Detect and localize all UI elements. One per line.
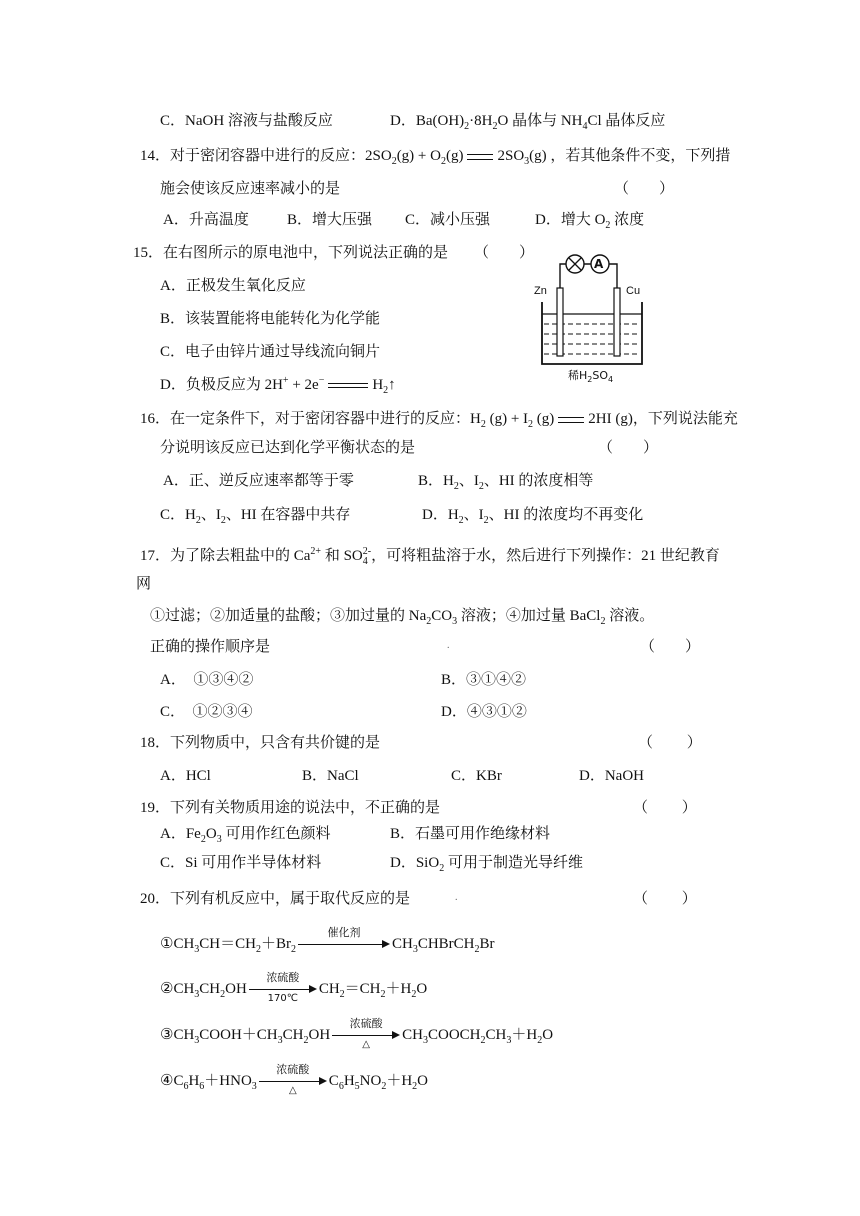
- q19-stem: 19．下列有关物质用途的说法中，不正确的是: [140, 800, 441, 816]
- q20-stem: 20．下列有机反应中，属于取代反应的是: [140, 891, 411, 907]
- q19-option-d: D．SiO$_2$ 可用于制造光导纤维: [390, 855, 583, 874]
- reaction-equals-icon: [328, 381, 368, 391]
- reaction-arrow-icon: 浓硫酸 170℃: [249, 980, 317, 1000]
- q14-option-b: B．增大压强: [287, 212, 373, 228]
- zinc-electrode: [557, 288, 563, 356]
- q17-answer-paren: （ ）: [640, 639, 701, 655]
- q19-option-a: A．$Fe_2O_3$ 可用作红色颜料: [160, 826, 331, 845]
- q14-answer-paren: （ ）: [614, 181, 675, 197]
- q17-option-d: D．④③①②: [441, 704, 527, 720]
- q18-answer-paren: （ ）: [638, 735, 702, 751]
- stray-dot: .: [447, 640, 450, 651]
- reaction-arrow-icon: 浓硫酸 △: [259, 1072, 327, 1092]
- q17-option-c: C． ①②③④: [160, 704, 253, 720]
- q13-option-d: D．$Ba(OH)_2\cdot 8H_2O$ 晶体与 $NH_4Cl$ 晶体反应: [390, 113, 666, 132]
- cu-label: Cu: [626, 285, 641, 297]
- stray-dot: .: [455, 892, 458, 903]
- q19-answer-paren: （ ）: [633, 800, 697, 816]
- galvanic-cell-diagram: [528, 248, 648, 388]
- q17-stem-line1: 17．为了除去粗盐中的 $Ca^{2+}$ 和 $SO_4^{2-}$，可将粗盐溶于水，然后进行下列操作：21 世纪教育: [140, 546, 720, 567]
- zn-label: Zn: [534, 285, 547, 297]
- q16-option-c: C．$H_2$、$I_2$、HI 在容器中共存: [160, 507, 351, 526]
- q15-option-a: A．正极发生氧化反应: [160, 278, 306, 294]
- q15-stem: 15．在右图所示的原电池中，下列说法正确的是: [133, 245, 449, 261]
- q18-stem: 18．下列物质中，只含有共价键的是: [140, 735, 381, 751]
- q13-option-c: C．NaOH 溶液与盐酸反应: [160, 113, 333, 129]
- q20-reaction-3: $③CH_3COOH+CH_3CH_2OH$ 浓硫酸 △ $CH_3COOCH_2CH_3+H_2O$: [160, 1016, 554, 1050]
- copper-electrode: [614, 288, 620, 356]
- q20-reaction-1: $①CH_3CH=CH_2+Br_2$ 催化剂 $CH_3CHBrCH_2Br$: [160, 925, 495, 955]
- q20-reaction-2: $②CH_3CH_2OH$ 浓硫酸 170℃ $CH_2=CH_2+H_2O$: [160, 970, 428, 1004]
- q15-answer-paren: （ ）: [474, 245, 535, 261]
- q16-answer-paren: （ ）: [598, 440, 659, 456]
- q14-stem-line2: 施会使该反应速率减小的是: [160, 181, 341, 197]
- q14-option-a: A．升高温度: [163, 212, 249, 228]
- q16-stem-line1: 16．在一定条件下，对于密闭容器中进行的反应：$H_2$ $(g) + I_2$ (g) 2HI (g)，下列说法能充: [140, 411, 738, 430]
- q16-option-b: B．$H_2$、$I_2$、HI 的浓度相等: [418, 473, 594, 492]
- q14-option-c: C．减小压强: [405, 212, 491, 228]
- equilibrium-arrow-icon: [467, 151, 493, 163]
- q16-option-d: D．$H_2$、$I_2$、HI 的浓度均不再变化: [422, 507, 644, 526]
- electrolyte-caption: 稀$H_2SO_4$: [568, 369, 614, 385]
- reaction-arrow-icon: 催化剂: [298, 935, 390, 955]
- q20-reaction-4: $④C_6H_6+HNO_3$ 浓硫酸 △ $C_6H_5NO_2+H_2O$: [160, 1062, 429, 1096]
- q18-option-c: C．KBr: [451, 768, 502, 784]
- q17-option-b: B．③①④②: [441, 672, 527, 688]
- q17-stem-line4: 正确的操作顺序是: [150, 639, 271, 655]
- q17-steps: ①过滤；②加适量的盐酸；③加过量的 $Na_2CO_3$ 溶液；④加过量 BaCl$_2$ 溶液。: [150, 608, 655, 627]
- equilibrium-arrow-icon: [558, 414, 584, 426]
- q17-option-a: A． ①③④②: [160, 672, 254, 688]
- q20-answer-paren: （ ）: [633, 891, 697, 907]
- q17-stem-line2: 网: [136, 576, 152, 592]
- q16-stem-line2: 分说明该反应已达到化学平衡状态的是: [160, 440, 416, 456]
- q19-option-b: B．石墨可用作绝缘材料: [390, 826, 551, 842]
- q19-option-c: C．Si 可用作半导体材料: [160, 855, 322, 871]
- galvanic-cell-figure: [528, 248, 648, 388]
- q15-option-c: C．电子由锌片通过导线流向铜片: [160, 344, 381, 360]
- q16-option-a: A．正、逆反应速率都等于零: [163, 473, 354, 489]
- q18-option-d: D．NaOH: [579, 768, 644, 784]
- ammeter-label: A: [594, 257, 604, 271]
- q14-option-d: D．增大 $O_2$ 浓度: [535, 212, 645, 231]
- q15-option-b: B．该装置能将电能转化为化学能: [160, 311, 381, 327]
- q18-option-a: A．HCl: [160, 768, 211, 784]
- q18-option-b: B．NaCl: [302, 768, 359, 784]
- reaction-arrow-icon: 浓硫酸 △: [332, 1026, 400, 1046]
- q15-option-d: D．负极反应为 2H+ + 2e− $H_2↑$: [160, 375, 396, 396]
- q14-stem-line1: 14．对于密闭容器中进行的反应：$2SO_2(g) + O_2(g)$ $2SO_3(g)$ ，若其他条件不变，下列措: [140, 148, 731, 167]
